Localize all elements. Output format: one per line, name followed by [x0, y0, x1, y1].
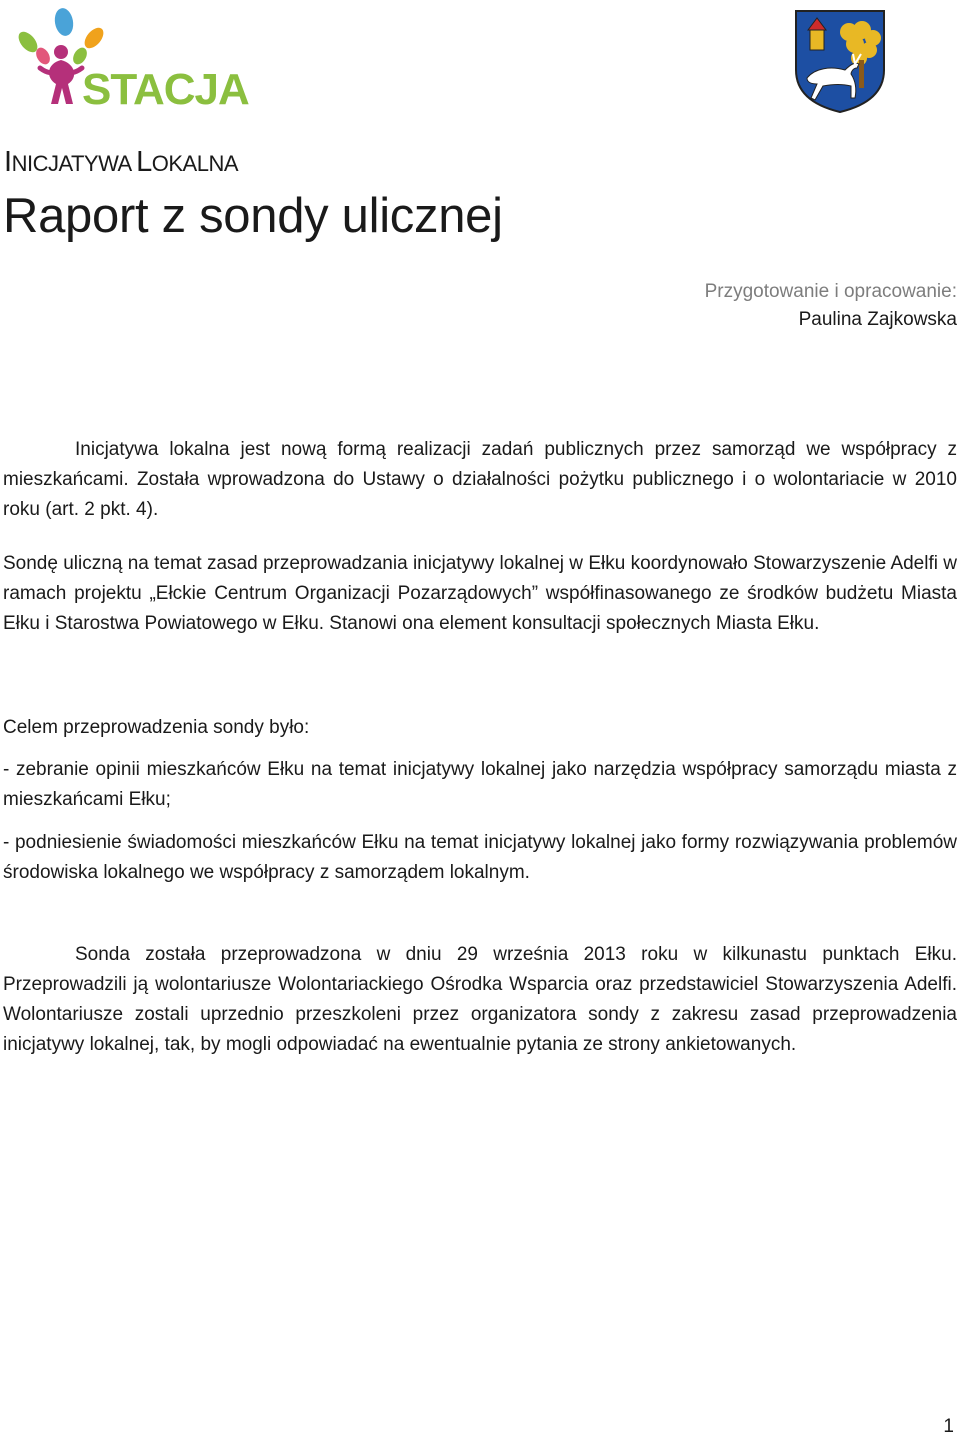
overline-initial-2: L	[136, 146, 152, 178]
overline-word-1: NICJATYWA	[11, 151, 137, 176]
logo-text: STACJA	[82, 65, 249, 114]
page-number: 1	[943, 1416, 954, 1437]
stacja-logo	[6, 4, 249, 114]
paragraph-goal-heading: Celem przeprowadzenia sondy było:	[3, 717, 310, 738]
author-block	[705, 278, 957, 334]
author-label: Przygotowanie i opracowanie:	[704, 281, 957, 302]
paragraph-coordination: Sondę uliczną na temat zasad przeprowadzania inicjatywy lokalnej w Ełku koordynowało Stowarzyszenie Adelfi w ramach projektu „Ełckie Centrum Organizacji Pozarządowych” współfinasowanego ze środków budżetu Miasta Ełku i Starostwa Powiatowego w Ełku. Stanowi ona element konsultacji społecznych Miasta Ełku.	[3, 553, 957, 634]
overline-initial-1: I	[4, 146, 12, 178]
paragraph-survey-details: Sonda została przeprowadzona w dniu 29 września 2013 roku w kilkunastu punktach Ełku. Przeprowadzili ją wolontariusze Wolontariackiego Ośrodka Wsparcia oraz przedstawiciel Stowarzyszenia Adelfi. Wolontariusze zostali uprzednio przeszkoleni przez organizatora sondy z zakresu zasad przeprowadzenia inicjatywy lokalnej, tak, by mogli odpowiadać na ewentualnie pytania ze strony ankietowanych.	[3, 944, 957, 1055]
author-name: Paulina Zajkowska	[798, 309, 957, 330]
paragraph-intro: Inicjatywa lokalna jest nową formą realizacji zadań publicznych przez samorząd we współpracy z mieszkańcami. Została wprowadzona do Ustawy o działalności pożytku publicznego i o wolontariacie w 2010 roku (art. 2 pkt. 4).	[3, 439, 957, 520]
document-title: Raport z sondy ulicznej	[3, 189, 503, 243]
overline-word-2: OKALNA	[151, 151, 239, 176]
document-overline	[4, 146, 238, 179]
list-item-goal-1: - zebranie opinii mieszkańców Ełku na temat inicjatywy lokalnej jako narzędzia współpracy samorządu miasta z mieszkańcami Ełku;	[3, 759, 957, 810]
city-crest	[793, 8, 887, 114]
list-item-goal-2: - podniesienie świadomości mieszkańców Ełku na temat inicjatywy lokalnej jako formy rozwiązywania problemów środowiska lokalnego we współpracy z samorządem lokalnym.	[3, 832, 957, 883]
